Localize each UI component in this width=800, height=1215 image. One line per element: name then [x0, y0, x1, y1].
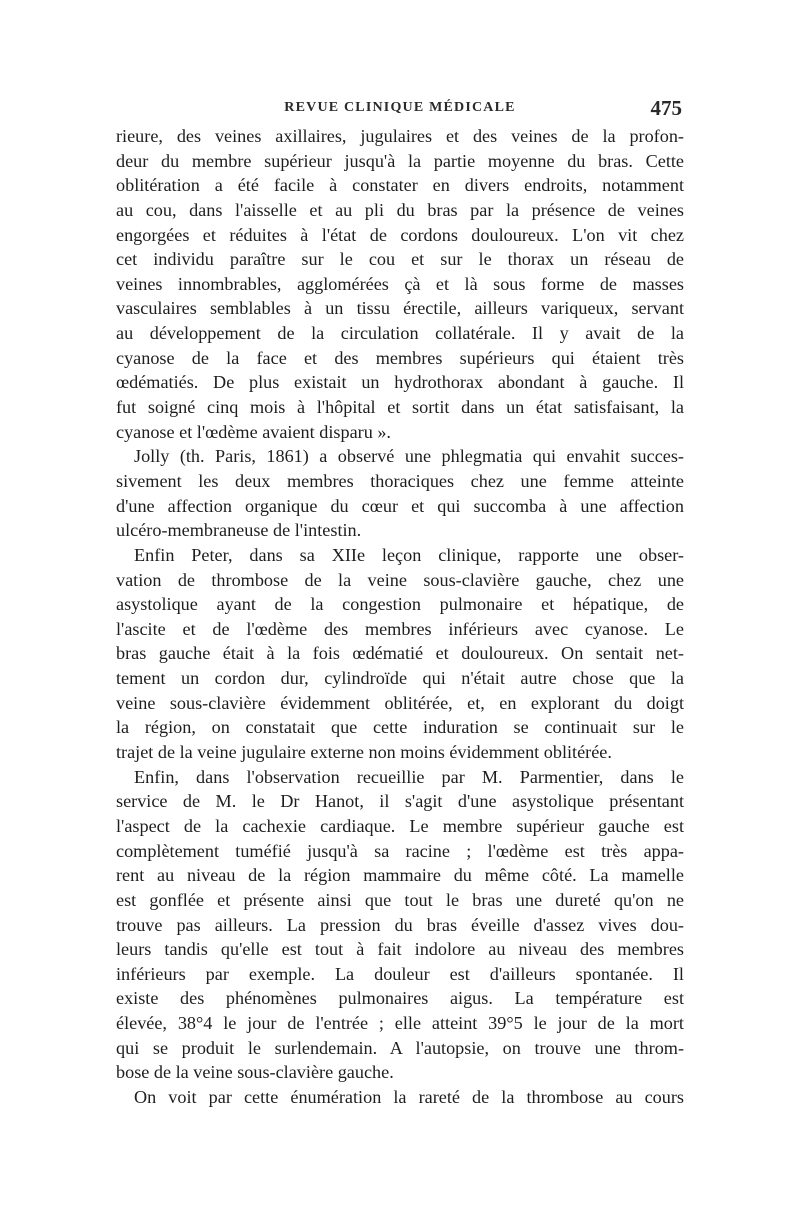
text-line: cyanose de la face et des membres supérieurs qui étaient très: [116, 347, 684, 368]
text-line: au développement de la circulation collatérale. Il y avait de la: [116, 323, 684, 344]
text-line: rent au niveau de la région mammaire du même côté. La mamelle: [116, 865, 684, 886]
text-line: oblitération a été facile à constater en divers endroits, notamment: [116, 175, 684, 196]
text-line: veine sous-clavière évidemment oblitérée, et, en explorant du doigt: [116, 692, 684, 713]
text-line: l'aspect de la cachexie cardiaque. Le membre supérieur gauche est: [116, 815, 684, 836]
text-line: deur du membre supérieur jusqu'à la partie moyenne du bras. Cette: [116, 150, 684, 171]
text-line: bras gauche était à la fois œdématié et douloureux. On sentait net-: [116, 643, 684, 664]
text-line: ulcéro-membraneuse de l'intestin.: [116, 520, 362, 541]
text-line: existe des phénomènes pulmonaires aigus. La température est: [116, 988, 684, 1009]
text-line: trouve pas ailleurs. La pression du bras éveille d'assez vives dou-: [116, 914, 684, 935]
text-line: rieure, des veines axillaires, jugulaires et des veines de la profon-: [116, 126, 684, 146]
text-line: vasculaires semblables à un tissu érectile, ailleurs variqueux, servant: [116, 298, 684, 319]
text-line: asystolique ayant de la congestion pulmonaire et hépatique, de: [116, 594, 684, 615]
text-line: élevée, 38°4 le jour de l'entrée ; elle atteint 39°5 le jour de la mort: [116, 1013, 684, 1034]
text-line: On voit par cette énumération la rareté de la thrombose au cours: [134, 1086, 684, 1107]
text-line: œdématiés. De plus existait un hydrothorax abondant à gauche. Il: [116, 372, 684, 393]
text-line: bose de la veine sous-clavière gauche.: [116, 1062, 394, 1083]
text-line: est gonflée et présente ainsi que tout le bras une dureté qu'on ne: [116, 889, 684, 910]
text-line: Enfin Peter, dans sa XIIe leçon clinique, rapporte une obser-: [134, 544, 684, 565]
text-line: veines innombrables, agglomérées çà et là sous forme de masses: [116, 273, 684, 294]
text-line: l'ascite et de l'œdème des membres inférieurs avec cyanose. Le: [116, 618, 684, 639]
text-line: au cou, dans l'aisselle et au pli du bras par la présence de veines: [116, 199, 684, 220]
text-line: vation de thrombose de la veine sous-clavière gauche, chez une: [116, 569, 684, 590]
text-line: sivement les deux membres thoraciques chez une femme atteinte: [116, 470, 684, 491]
text-line: la région, on constatait que cette induration se continuait sur le: [116, 717, 684, 738]
text-line: Enfin, dans l'observation recueillie par M. Parmentier, dans le: [134, 766, 684, 787]
text-line: trajet de la veine jugulaire externe non moins évidemment oblitérée.: [116, 742, 612, 763]
body-text: [116, 124, 684, 1110]
text-line: leurs tandis qu'elle est tout à fait indolore au niveau des membres: [116, 939, 684, 960]
text-line: complètement tuméfié jusqu'à sa racine ; l'œdème est très appa-: [116, 840, 684, 861]
text-line: engorgées et réduites à l'état de cordons douloureux. L'on vit chez: [116, 224, 684, 245]
text-line: tement un cordon dur, cylindroïde qui n'était autre chose que la: [116, 668, 684, 689]
text-line: cet individu paraître sur le cou et sur le thorax un réseau de: [116, 249, 684, 270]
page-header: [116, 96, 684, 120]
text-line: cyanose et l'œdème avaient disparu ».: [116, 421, 391, 442]
running-title: REVUE CLINIQUE MÉDICALE: [284, 100, 516, 115]
text-line: fut soigné cinq mois à l'hôpital et sortit dans un état satisfaisant, la: [116, 397, 684, 418]
text-line: Jolly (th. Paris, 1861) a observé une phlegmatia qui envahit succes-: [134, 446, 684, 467]
text-line: d'une affection organique du cœur et qui succomba à une affection: [116, 495, 684, 516]
text-line: qui se produit le surlendemain. A l'autopsie, on trouve une throm-: [116, 1037, 684, 1058]
text-line: inférieurs par exemple. La douleur est d'ailleurs spontanée. Il: [116, 963, 684, 984]
text-line: service de M. le Dr Hanot, il s'agit d'une asystolique présentant: [116, 791, 684, 812]
page-number: 475: [650, 96, 682, 120]
